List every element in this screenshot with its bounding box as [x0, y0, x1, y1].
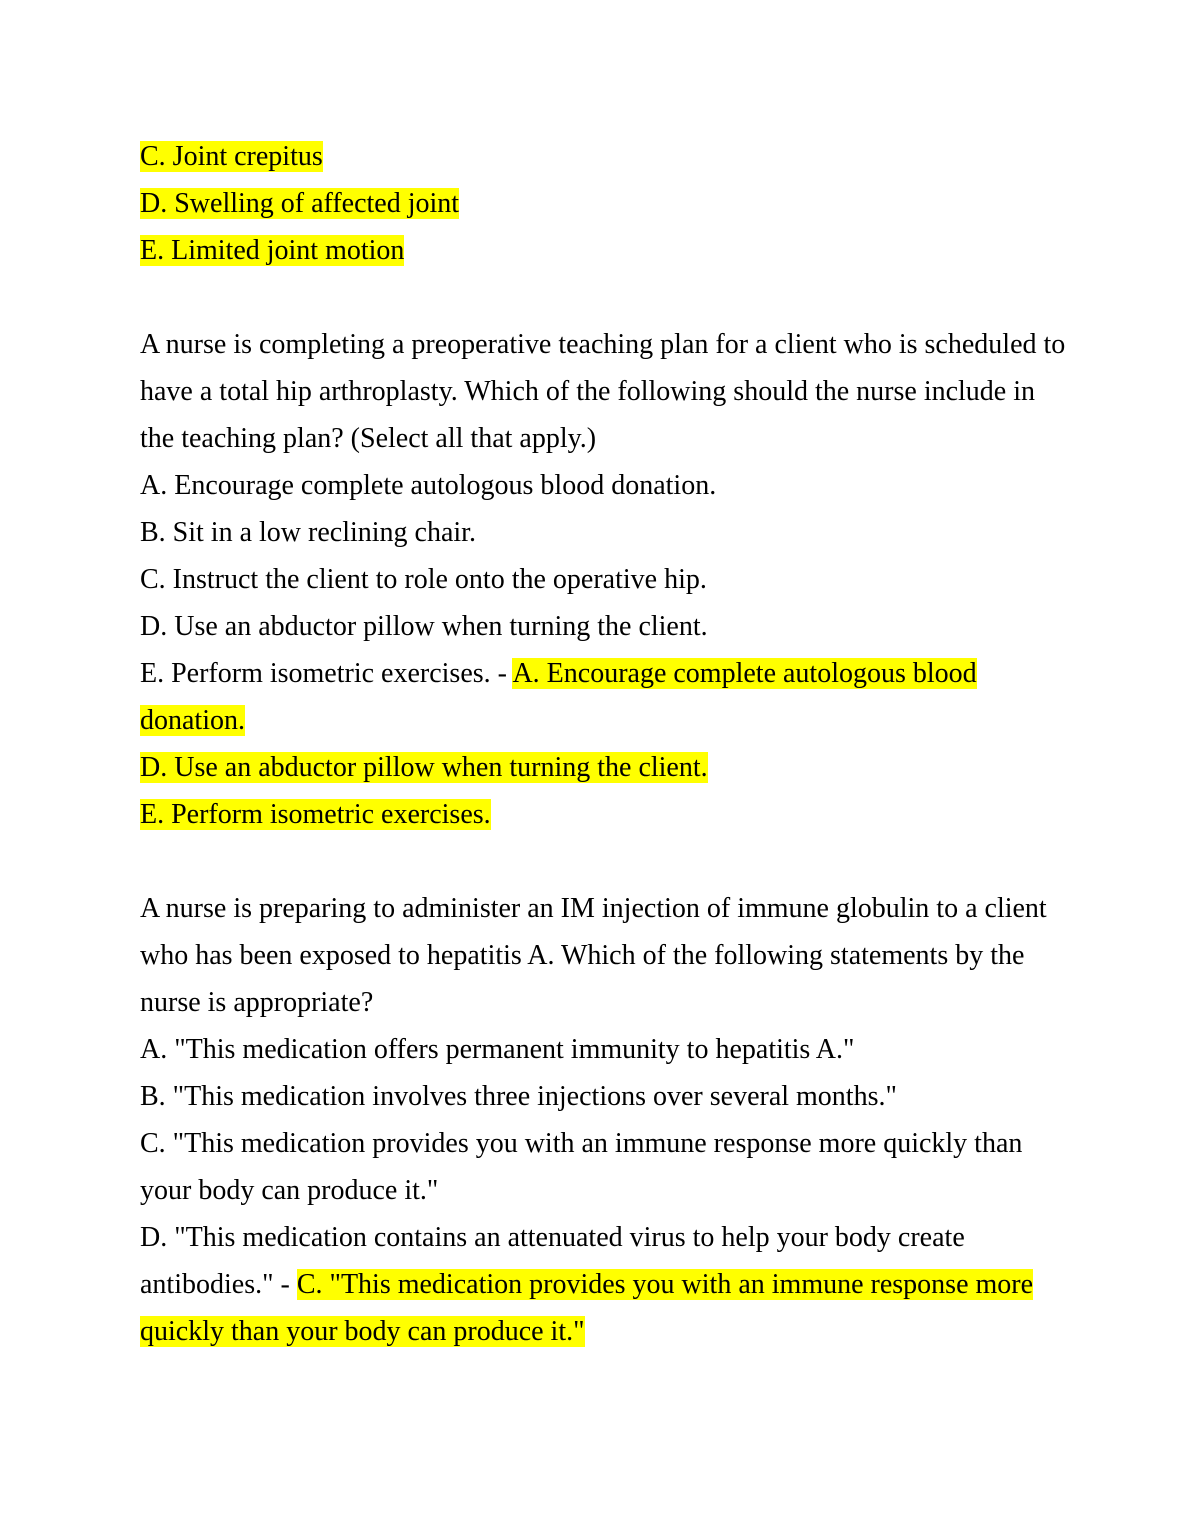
q1-answer-line — [140, 133, 1050, 180]
answer-highlight: E. Limited joint motion — [140, 235, 405, 266]
answer-highlight: C. Joint crepitus — [140, 141, 323, 172]
q3-option-with-answer — [140, 1261, 1050, 1308]
page-content — [140, 133, 1066, 1355]
q2-option-with-answer — [140, 650, 1050, 697]
q3-stem-line: A nurse is preparing to administer an IM injection of immune globulin to a client — [140, 893, 1047, 924]
q2-stem-line: A nurse is completing a preoperative teaching plan for a client who is scheduled to — [140, 329, 1066, 360]
q3-option: your body can produce it." — [140, 1175, 439, 1206]
q2-last-option: E. Perform isometric exercises. - — [140, 658, 513, 689]
q2-answer-line — [140, 744, 1050, 791]
paragraph-gap — [140, 274, 1050, 321]
q2-stem-line: the teaching plan? (Select all that apply.) — [140, 423, 597, 454]
q3-answer-line — [140, 1308, 1050, 1355]
q3-stem-line: who has been exposed to hepatitis A. Which of the following statements by the — [140, 940, 1025, 971]
answer-highlight: D. Use an abductor pillow when turning the client. — [140, 752, 708, 783]
paragraph-gap — [140, 838, 1050, 885]
answer-highlight: quickly than your body can produce it." — [140, 1316, 585, 1347]
q2-option: C. Instruct the client to role onto the operative hip. — [140, 564, 707, 595]
q3-option: A. "This medication offers permanent immunity to hepatitis A." — [140, 1034, 855, 1065]
q3-stem-line: nurse is appropriate? — [140, 987, 374, 1018]
q2-answer-line — [140, 791, 1050, 838]
q3-option: C. "This medication provides you with an immune response more quickly than — [140, 1128, 1023, 1159]
answer-highlight: C. "This medication provides you with an immune response more — [296, 1269, 1034, 1300]
q3-option: B. "This medication involves three injections over several months." — [140, 1081, 897, 1112]
q2-stem-line: have a total hip arthroplasty. Which of the following should the nurse include in — [140, 376, 1036, 407]
q3-option: D. "This medication contains an attenuated virus to help your body create — [140, 1222, 965, 1253]
answer-highlight: A. Encourage complete autologous blood — [512, 658, 977, 689]
q3-last-option: antibodies." - — [140, 1269, 297, 1300]
q2-answer-line — [140, 697, 1050, 744]
q1-answer-line — [140, 227, 1050, 274]
answer-highlight: donation. — [140, 705, 245, 736]
q2-option: A. Encourage complete autologous blood donation. — [140, 470, 717, 501]
answer-highlight: D. Swelling of affected joint — [140, 188, 460, 219]
q2-option: D. Use an abductor pillow when turning the client. — [140, 611, 708, 642]
q2-option: B. Sit in a low reclining chair. — [140, 517, 476, 548]
q1-answer-line — [140, 180, 1050, 227]
answer-highlight: E. Perform isometric exercises. — [140, 799, 491, 830]
